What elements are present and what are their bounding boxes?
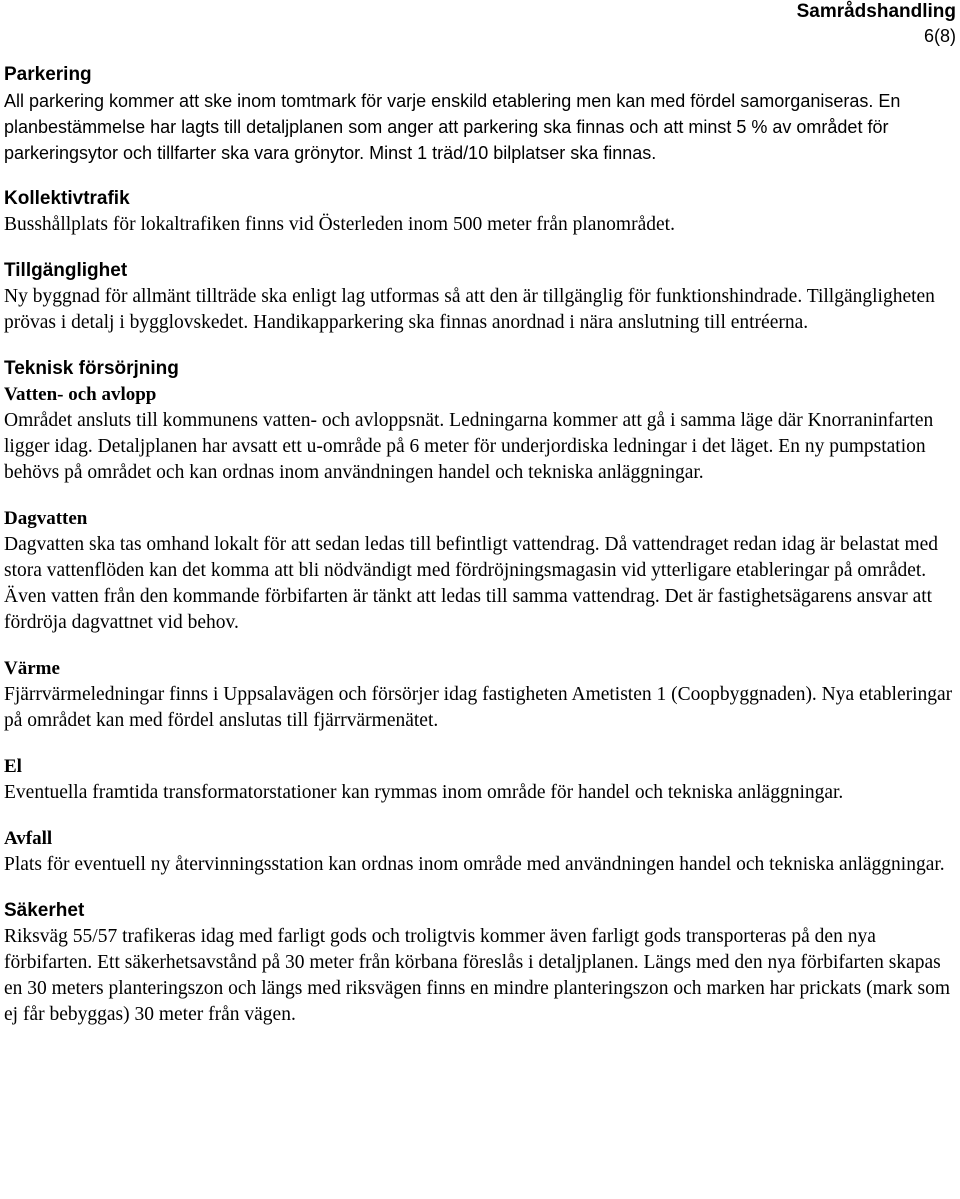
- subheading-vatten-avlopp: Vatten- och avlopp: [4, 384, 157, 405]
- page-header: [797, 0, 956, 48]
- body-dagvatten: Dagvatten ska tas omhand lokalt för att sedan ledas till befintligt vattendrag. Då vattendraget redan idag är belastat med stora vattenflöden kan det komma att bli nödvändigt med fördröjningsmagasin vid ytterligare etableringar på området. Även vatten från den kommande förbifarten är tänkt att ledas till samma vattendrag. Det är fastighetsägarens ansvar att fördröja dagvattnet vid behov.: [4, 534, 939, 633]
- section-tillganglighet: [4, 258, 958, 336]
- body-vatten-avlopp: Området ansluts till kommunens vatten- och avloppsnät. Ledningarna kommer att gå i samma läge där Knorraninfarten ligger idag. Detaljplanen har avsatt ett u-område på 6 meter för underjordiska ledningar i det läget. En ny pumpstation behövs på området och kan ordnas inom användningen handel och tekniska anläggningar.: [4, 410, 934, 483]
- section-heading-parkering: Parkering: [4, 64, 92, 85]
- section-heading-kollektivtrafik: Kollektivtrafik: [4, 188, 130, 209]
- subheading-avfall: Avfall: [4, 828, 53, 849]
- subheading-el: El: [4, 756, 22, 777]
- body-el: Eventuella framtida transformatorstationer kan rymmas inom område för handel och tekniska anläggningar.: [4, 782, 844, 803]
- section-sakerhet: [4, 898, 958, 1028]
- subheading-dagvatten: Dagvatten: [4, 508, 88, 529]
- section-heading-tillganglighet: Tillgänglighet: [4, 260, 128, 281]
- body-varme: Fjärrvärmeledningar finns i Uppsalavägen och försörjer idag fastigheten Ametisten 1 (Coopbyggnaden). Nya etableringar på området kan med fördel anslutas till fjärrvärmenätet.: [4, 684, 953, 731]
- section-body-tillganglighet: Ny byggnad för allmänt tillträde ska enligt lag utformas så att den är tillgänglig för funktionshindrade. Tillgängligheten prövas i detalj i bygglovskedet. Handikapparkering ska finnas anordnad i nära anslutning till entréerna.: [4, 286, 935, 333]
- body-avfall: Plats för eventuell ny återvinningsstation kan ordnas inom område med användningen handel och tekniska anläggningar.: [4, 854, 945, 875]
- document-body: [4, 62, 958, 1028]
- section-heading-sakerhet: Säkerhet: [4, 900, 85, 921]
- section-heading-teknisk: Teknisk försörjning: [4, 358, 179, 379]
- document-type: Samrådshandling: [796, 1, 956, 22]
- section-teknisk-forsorjning: [4, 356, 958, 878]
- section-kollektivtrafik: [4, 186, 958, 238]
- subheading-varme: Värme: [4, 658, 60, 679]
- section-parkering: [4, 62, 958, 166]
- section-body-kollektivtrafik: Busshållplats för lokaltrafiken finns vid Österleden inom 500 meter från planområdet.: [4, 214, 675, 235]
- section-body-parkering: All parkering kommer att ske inom tomtmark för varje enskild etablering men kan med fördel samorganiseras. En planbestämmelse har lagts till detaljplanen som anger att parkering ska finnas och att minst 5 % av området för parkeringsytor och tillfarter ska vara grönytor. Minst 1 träd/10 bilplatser ska finnas.: [4, 91, 901, 163]
- section-body-sakerhet: Riksväg 55/57 trafikeras idag med farligt gods och troligtvis kommer även farligt gods transporteras på den nya förbifarten. Ett säkerhetsavstånd på 30 meter från körbana föreslås i detaljplanen. Längs med den nya förbifarten skapas en 30 meters planteringszon och längs med riksvägen finns en mindre planteringszon och marken har prickats (mark som ej får bebyggas) 30 meter från vägen.: [4, 926, 951, 1025]
- page-number: 6(8): [923, 26, 956, 46]
